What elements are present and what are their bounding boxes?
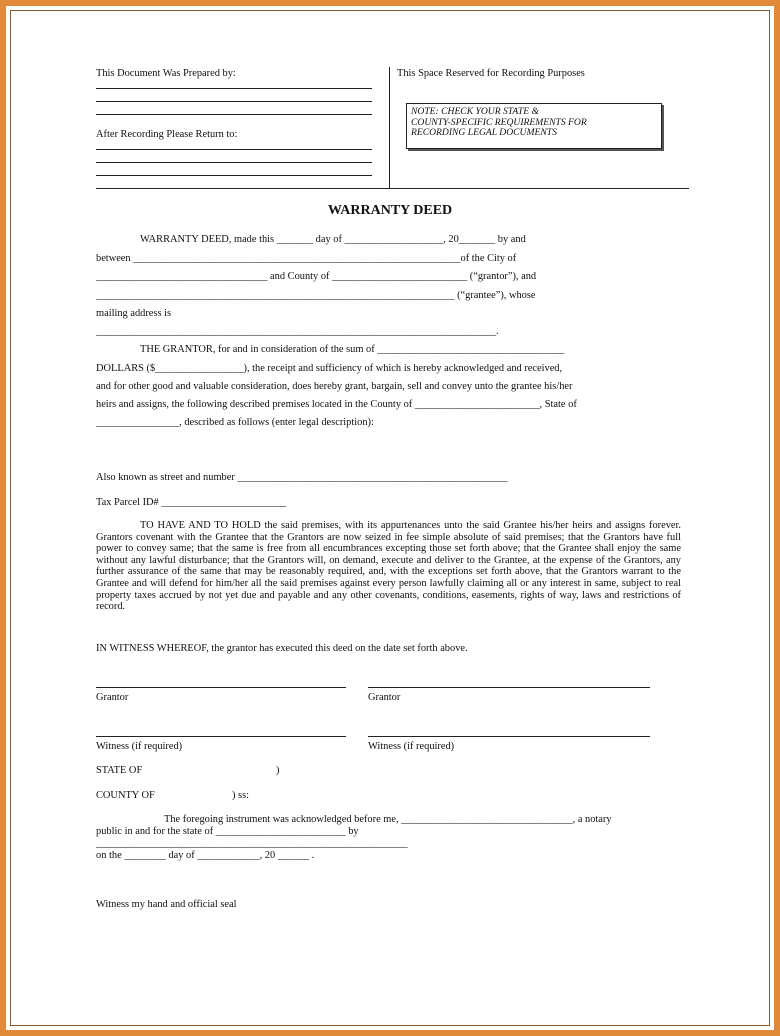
- witness-signature-line-left[interactable]: [96, 736, 346, 737]
- grantor-clause-line-3: and for other good and valuable consideration, does hereby grant, bargain, sell and convey unto the grantee his/her: [96, 381, 573, 392]
- acknowledgment-date-line: on the ________ day of ____________, 20 ______ .: [96, 850, 315, 861]
- grantor-signature-line-right[interactable]: [368, 687, 650, 688]
- document-title: WARRANTY DEED: [327, 203, 453, 218]
- return-to-line-1[interactable]: [96, 149, 372, 150]
- county-ss: ) ss:: [232, 790, 250, 801]
- return-to-line-2[interactable]: [96, 162, 372, 163]
- grantor-label-left: Grantor: [96, 692, 129, 703]
- note-line-2: COUNTY-SPECIFIC REQUIREMENTS FOR: [411, 116, 587, 128]
- prepared-by-line-2[interactable]: [96, 101, 372, 102]
- witness-label-right: Witness (if required): [368, 741, 455, 752]
- witness-signature-line-right[interactable]: [368, 736, 650, 737]
- header-divider-vertical: [389, 67, 390, 188]
- state-of-paren: ): [276, 765, 280, 776]
- acknowledgment-line-3: ____________________________________________________________: [96, 838, 408, 849]
- witness-whereof-text: IN WITNESS WHEREOF, the grantor has executed this deed on the date set forth above.: [96, 643, 468, 654]
- county-of-label: COUNTY OF: [96, 790, 155, 801]
- opening-line-6: _____________________________________________________________________________.: [96, 326, 499, 337]
- grantor-clause-line-1: THE GRANTOR, for and in consideration of the sum of ____________________________________: [140, 344, 565, 355]
- note-line-1: NOTE: CHECK YOUR STATE &: [411, 106, 539, 117]
- note-line-3: RECORDING LEGAL DOCUMENTS: [411, 127, 557, 138]
- grantor-clause-line-2: DOLLARS ($_________________), the receipt and sufficiency of which is hereby acknowledged and received,: [96, 363, 563, 374]
- witness-label-left: Witness (if required): [96, 741, 183, 752]
- opening-line-5: mailing address is: [96, 308, 172, 319]
- habendum-text: TO HAVE AND TO HOLD the said premises, with its appurtenances unto the said Grantee his/her heirs and assigns forever. Grantors covenant with the Grantee that the Grantors are now seized in fee simple absolute of said premises; that the Grantors have full power to convey same; that the same is free from all encumbrances excepting those set forth above; that the Grantee shall enjoy the same without any lawful disturbance; that the Grantors will, on demand, execute and deliver to the Grantee, at the expense of the Grantors, any further assurance of the same that may be reasonably required, and, with the exceptions set forth above, that the Grantors warrant to the Grantee and will defend for him/her all the said premises against every person lawfully claiming all or any interest in same, subject to real property taxes accrued by not yet due and payable and any other covenants, conditions, easements, rights of way, laws and restrictions of record.: [96, 520, 681, 613]
- acknowledgment-line-2: public in and for the state of _________________________ by: [96, 826, 359, 837]
- grantor-label-right: Grantor: [368, 692, 401, 703]
- recording-note-box: [406, 103, 662, 149]
- opening-line-3: _________________________________ and County of __________________________ (“grantor”), and: [96, 271, 537, 282]
- header-divider-horizontal: [96, 188, 689, 189]
- tax-parcel-field: Tax Parcel ID# ________________________: [96, 497, 287, 508]
- return-to-line-3[interactable]: [96, 175, 372, 176]
- opening-line-4: _____________________________________________________________________ (“grantee”), whose: [96, 290, 536, 301]
- grantor-clause-line-4: heirs and assigns, the following described premises located in the County of ________________________, State of: [96, 399, 577, 410]
- opening-line-1: WARRANTY DEED, made this _______ day of ___________________, 20_______ by and: [140, 234, 526, 245]
- prepared-by-line-1[interactable]: [96, 88, 372, 89]
- street-address-field: Also known as street and number ____________________________________________________: [96, 472, 508, 483]
- prepared-by-line-3[interactable]: [96, 114, 372, 115]
- official-seal-text: Witness my hand and official seal: [96, 899, 237, 910]
- recording-space-label: This Space Reserved for Recording Purposes: [397, 68, 585, 79]
- grantor-signature-line-left[interactable]: [96, 687, 346, 688]
- opening-line-2: between _______________________________________________________________of the City of: [96, 253, 517, 264]
- acknowledgment-line-1: The foregoing instrument was acknowledged before me, _________________________________, a notary: [164, 814, 612, 825]
- habendum-paragraph: [96, 520, 681, 613]
- return-to-label: After Recording Please Return to:: [96, 129, 238, 140]
- prepared-by-label: This Document Was Prepared by:: [96, 68, 236, 79]
- state-of-label: STATE OF: [96, 765, 143, 776]
- grantor-clause-line-5: ________________, described as follows (enter legal description):: [96, 417, 374, 428]
